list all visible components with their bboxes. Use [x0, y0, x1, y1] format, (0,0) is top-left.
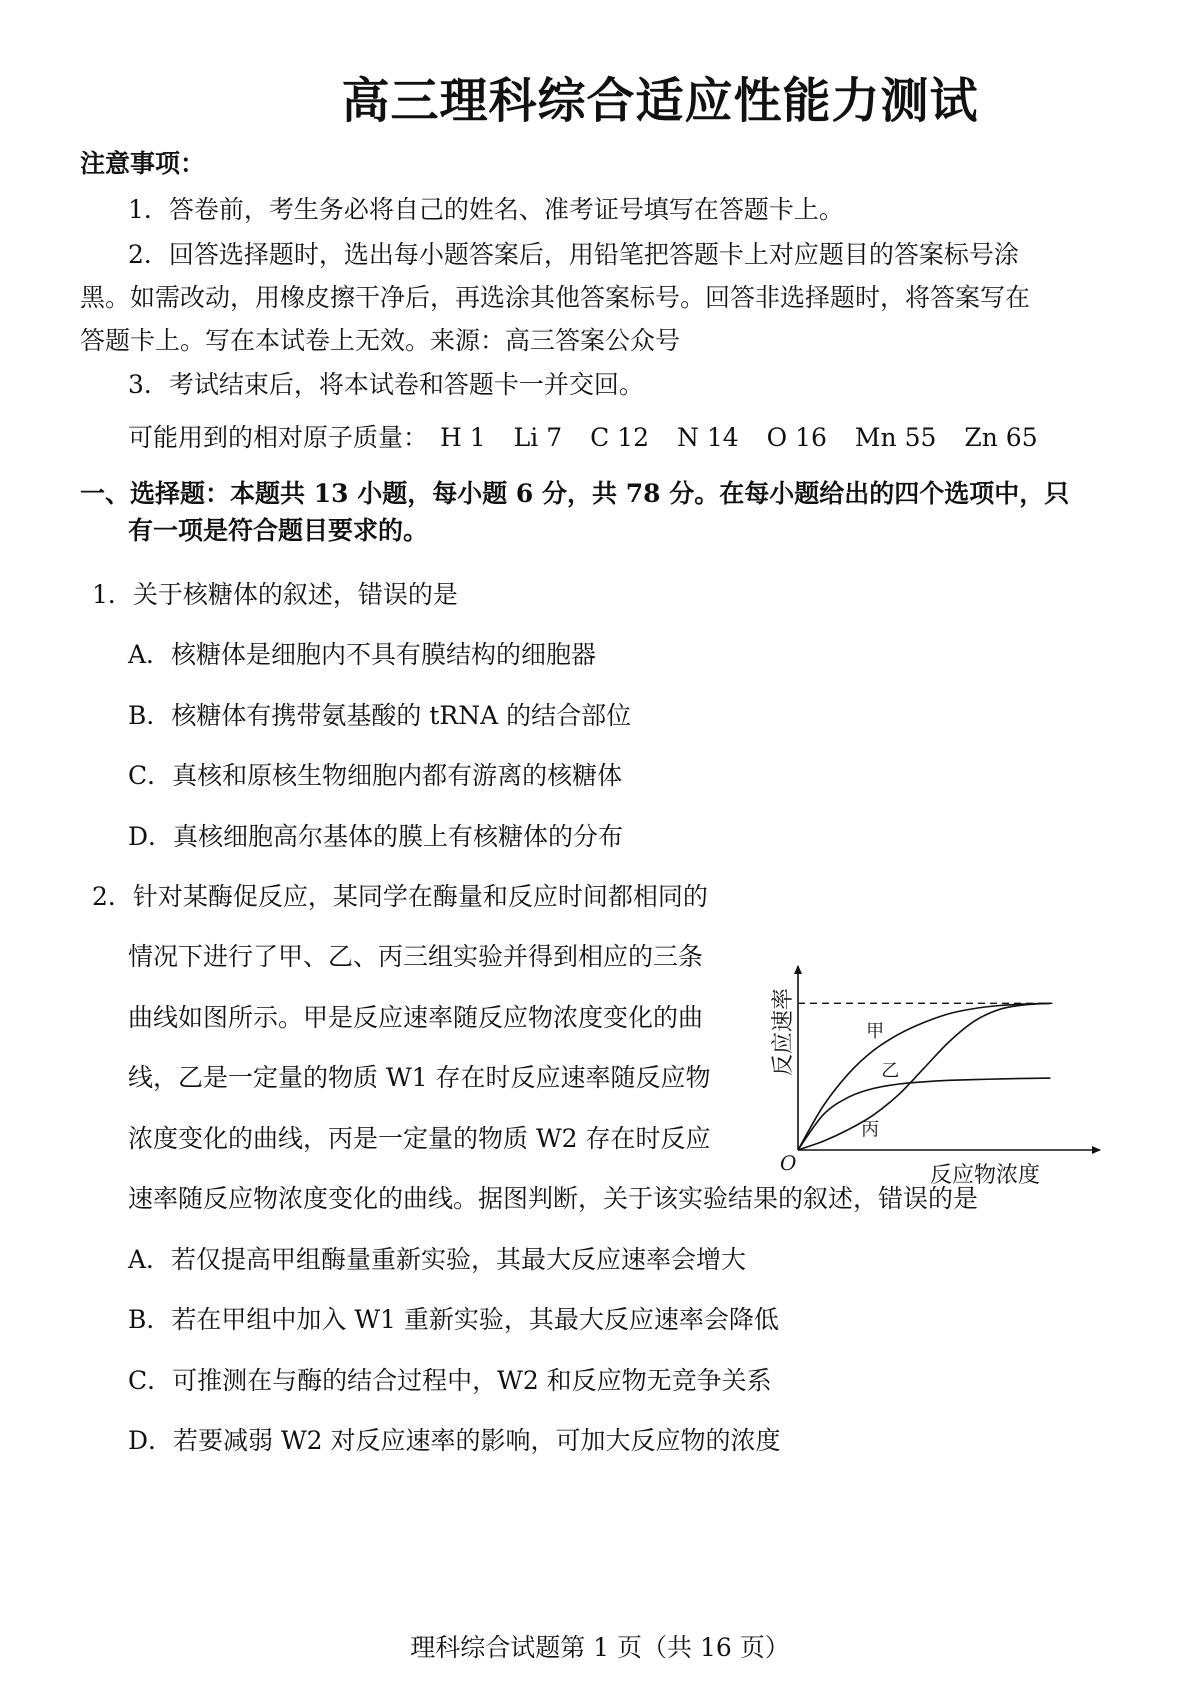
notice-item-3: 3．考试结束后，将本试卷和答题卡一并交回。 — [128, 370, 644, 399]
section-1-heading: 一、选择题：本题共 13 小题，每小题 6 分，共 78 分。在每小题给出的四个选项中，只 — [80, 479, 1070, 508]
atomic-mass-zn: Zn 65 — [964, 423, 1038, 452]
notice-item-2-line-1: 2．回答选择题时，选出每小题答案后，用铅笔把答题卡上对应题目的答案标号涂 — [128, 240, 1019, 269]
x-axis-label: 反应物浓度 — [930, 1163, 1041, 1188]
q2-stem-line-5: 浓度变化的曲线，丙是一定量的物质 W2 存在时反应 — [128, 1124, 711, 1153]
reaction-rate-chart — [770, 958, 1110, 1228]
section-1-heading-cont: 有一项是符合题目要求的。 — [128, 516, 429, 545]
q1-option-b: B．核糖体有携带氨基酸的 tRNA 的结合部位 — [128, 701, 632, 730]
notice-item-2-line-2: 黑。如需改动，用橡皮擦干净后，再选涂其他答案标号。回答非选择题时，将答案写在 — [80, 283, 1031, 312]
atomic-masses — [128, 421, 1066, 455]
q2-option-a: A．若仅提高甲组酶量重新实验，其最大反应速率会增大 — [128, 1245, 747, 1274]
atomic-mass-n: N 14 — [677, 423, 739, 452]
atomic-mass-li: Li 7 — [513, 423, 563, 452]
q2-stem-line-2: 情况下进行了甲、乙、丙三组实验并得到相应的三条 — [128, 942, 704, 971]
q1-option-d: D．真核细胞高尔基体的膜上有核糖体的分布 — [128, 822, 624, 851]
notice-item-2-line-3: 答题卡上。写在本试卷上无效。来源：高三答案公众号 — [80, 326, 681, 355]
atomic-masses-label: 可能用到的相对原子质量： — [128, 423, 429, 452]
notice-heading: 注意事项： — [80, 149, 206, 178]
series-label-bing: 丙 — [861, 1119, 880, 1141]
q1-stem: 1．关于核糖体的叙述，错误的是 — [92, 580, 458, 609]
q2-stem-line-3: 曲线如图所示。甲是反应速率随反应物浓度变化的曲 — [128, 1003, 704, 1032]
q1-option-c: C．真核和原核生物细胞内都有游离的核糖体 — [128, 761, 623, 790]
curve-jia — [798, 1003, 1050, 1150]
q2-option-c: C．可推测在与酶的结合过程中，W2 和反应物无竞争关系 — [128, 1366, 772, 1395]
atomic-mass-o: O 16 — [766, 423, 827, 452]
origin-label: O — [780, 1151, 797, 1175]
y-axis-label: 反应速率 — [771, 987, 796, 1076]
atomic-mass-mn: Mn 55 — [854, 423, 937, 452]
curve-bing — [798, 1003, 1050, 1150]
atomic-mass-h: H 1 — [440, 423, 486, 452]
q2-stem-line-6: 速率随反应物浓度变化的曲线。据图判断，关于该实验结果的叙述，错误的是 — [128, 1184, 979, 1213]
q2-option-d: D．若要减弱 W2 对反应速率的影响，可加大反应物的浓度 — [128, 1426, 781, 1455]
exam-title: 高三理科综合适应性能力测试 — [341, 73, 979, 129]
q2-stem-line-1: 2．针对某酶促反应，某同学在酶量和反应时间都相同的 — [92, 882, 708, 911]
series-label-yi: 乙 — [881, 1060, 900, 1082]
q2-option-b: B．若在甲组中加入 W1 重新实验，其最大反应速率会降低 — [128, 1305, 779, 1334]
atomic-mass-c: C 12 — [590, 423, 650, 452]
q2-stem-line-4: 线，乙是一定量的物质 W1 存在时反应速率随反应物 — [128, 1063, 711, 1092]
q1-option-a: A．核糖体是细胞内不具有膜结构的细胞器 — [128, 640, 597, 669]
series-label-jia: 甲 — [866, 1021, 885, 1043]
page-footer: 理科综合试题第 1 页（共 16 页） — [410, 1633, 790, 1662]
notice-item-1: 1．答卷前，考生务必将自己的姓名、准考证号填写在答题卡上。 — [128, 195, 844, 224]
